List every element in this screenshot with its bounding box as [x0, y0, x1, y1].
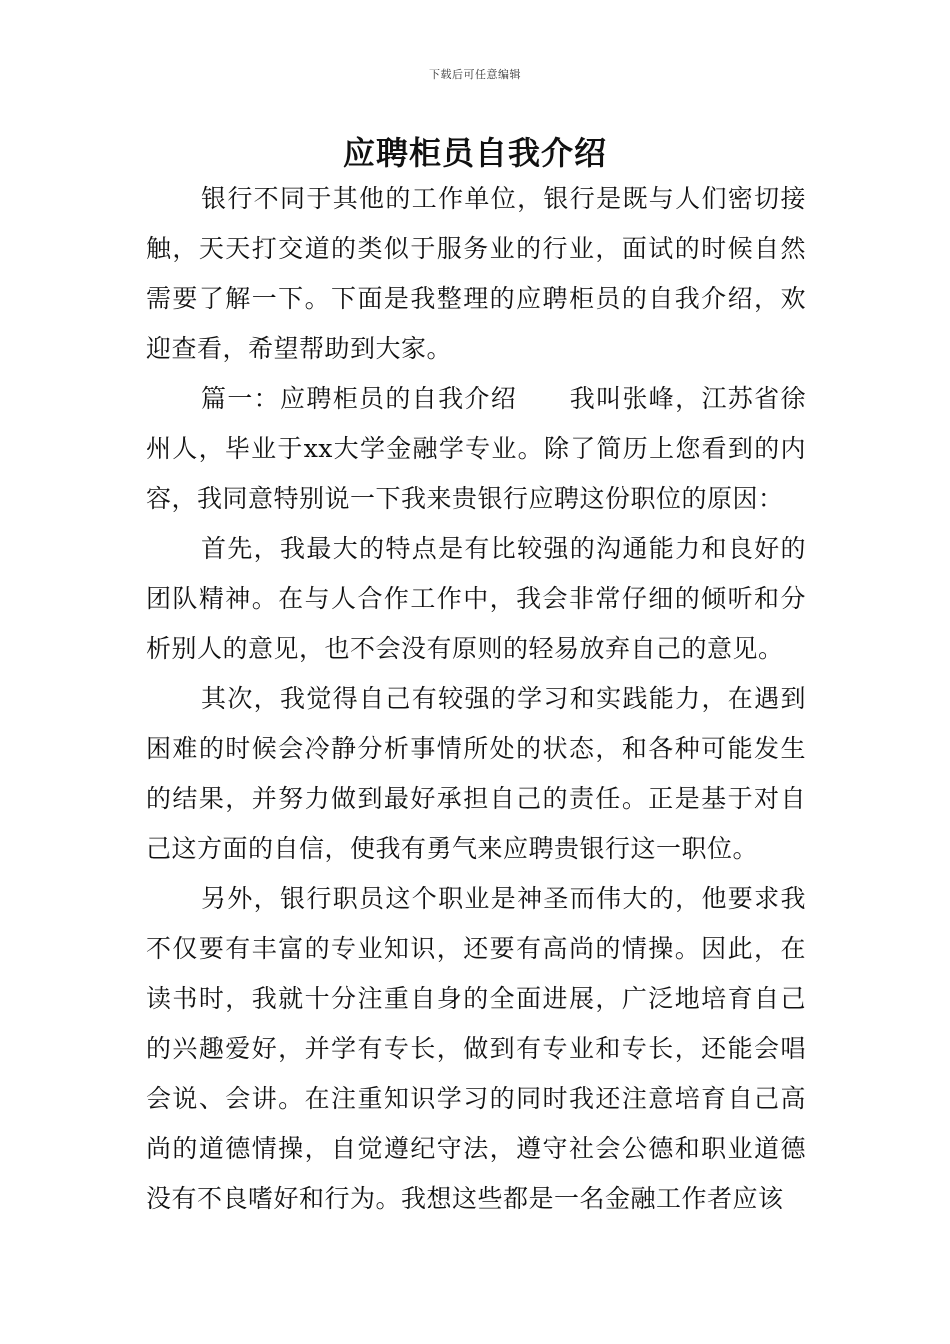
paragraph-intro: 银行不同于其他的工作单位，银行是既与人们密切接触，天天打交道的类似于服务业的行业，面试的时候自然需要了解一下。下面是我整理的应聘柜员的自我介绍，欢迎查看，希望帮助到大家。	[146, 184, 806, 363]
paragraph-first-point: 首先，我最大的特点是有比较强的沟通能力和良好的团队精神。在与人合作工作中，我会非常仔细的倾听和分析别人的意见，也不会没有原则的轻易放弃自己的意见。	[146, 534, 806, 663]
header-note: 下载后可任意编辑	[429, 68, 521, 81]
document-body	[146, 174, 806, 1224]
paragraph-additional-point: 另外，银行职员这个职业是神圣而伟大的，他要求我不仅要有丰富的专业知识，还要有高尚的情操。因此，在读书时，我就十分注重自身的全面进展，广泛地培育自己的兴趣爱好，并学有专长，做到有专业和专长，还能会唱会说、会讲。在注重知识学习的同时我还注意培育自己高尚的道德情操，自觉遵纪守法，遵守社会公德和职业道德没有不良嗜好和行为。我想这些都是一名金融工作者应该	[146, 884, 806, 1213]
document-title: 应聘柜员自我介绍	[342, 134, 607, 172]
paragraph-section-one: 篇一：应聘柜员的自我介绍 我叫张峰，江苏省徐州人，毕业于xx大学金融学专业。除了简历上您看到的内容，我同意特别说一下我来贵银行应聘这份职位的原因：	[146, 384, 806, 513]
paragraph-second-point: 其次，我觉得自己有较强的学习和实践能力，在遇到困难的时候会冷静分析事情所处的状态，和各种可能发生的结果，并努力做到最好承担自己的责任。正是基于对自己这方面的自信，使我有勇气来应聘贵银行这一职位。	[146, 684, 806, 863]
